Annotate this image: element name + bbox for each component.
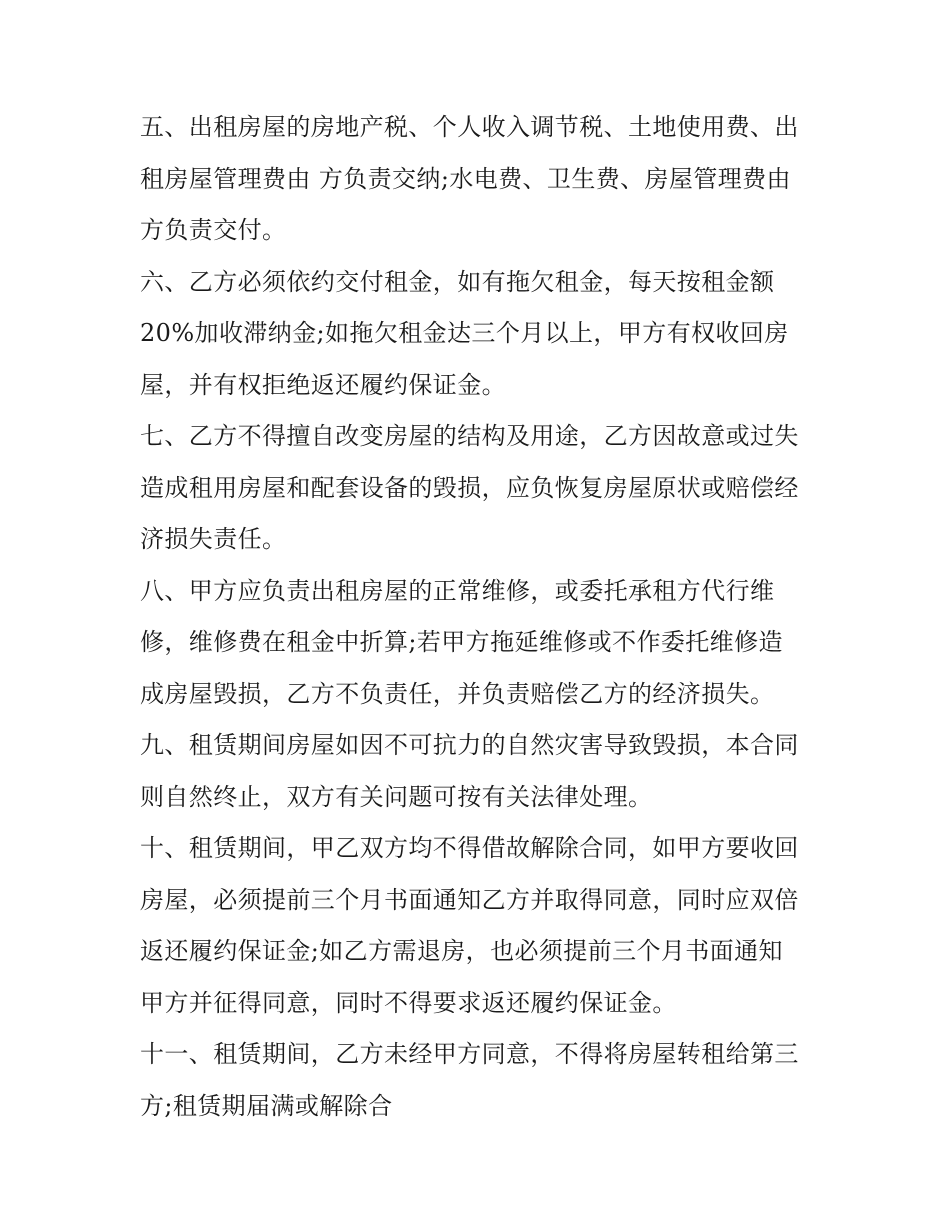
clause-9-line-2: 则自然终止，双方有关问题可按有关法律处理。: [140, 782, 653, 811]
clause-10-line-3: 返还履约保证金;如乙方需退房，也必须提前三个月书面通知: [140, 937, 783, 965]
clause-8-line-1: 八、甲方应负责出租房屋的正常维修，或委托承租方代行维: [140, 576, 775, 605]
clause-6-line-1: 六、乙方必须依约交付租金，如有拖欠租金，每天按租金额: [140, 267, 775, 296]
clause-8-line-2: 修，维修费在租金中折算;若甲方拖延维修或不作委托维修造: [140, 628, 783, 656]
clause-6-line-2: 20%加收滞纳金;如拖欠租金达三个月以上，甲方有权收回房: [140, 319, 789, 347]
contract-text: [140, 102, 820, 1132]
clause-5-line-1: 五、出租房屋的房地产税、个人收入调节税、土地使用费、出: [140, 113, 799, 141]
clause-10-line-1: 十、租赁期间，甲乙双方均不得借故解除合同，如甲方要收回: [140, 834, 799, 862]
clause-5-line-2: 租房屋管理费由 方负责交纳;水电费、卫生费、房屋管理费由: [140, 164, 791, 193]
clause-7-line-1: 七、乙方不得擅自改变房屋的结构及用途，乙方因故意或过失: [140, 422, 799, 450]
clause-7-line-3: 济损失责任。: [140, 525, 287, 553]
clause-6-line-3: 屋，并有权拒绝返还履约保证金。: [140, 370, 506, 399]
clause-9-line-1: 九、租赁期间房屋如因不可抗力的自然灾害导致毁损，本合同: [140, 731, 799, 759]
clause-11-line-1: 十一、租赁期间，乙方未经甲方同意，不得将房屋转租给第三: [140, 1040, 799, 1068]
clause-11-line-2: 方;租赁期届满或解除合: [140, 1091, 393, 1120]
clause-5-line-3: 方负责交付。: [140, 216, 287, 244]
clause-8-line-3: 成房屋毁损，乙方不负责任，并负责赔偿乙方的经济损失。: [140, 679, 775, 708]
clause-10-line-2: 房屋，必须提前三个月书面通知乙方并取得同意，同时应双倍: [140, 885, 799, 914]
clause-10-line-4: 甲方并征得同意，同时不得要求返还履约保证金。: [140, 988, 677, 1017]
clause-7-line-2: 造成租用房屋和配套设备的毁损，应负恢复房屋原状或赔偿经: [140, 473, 799, 502]
